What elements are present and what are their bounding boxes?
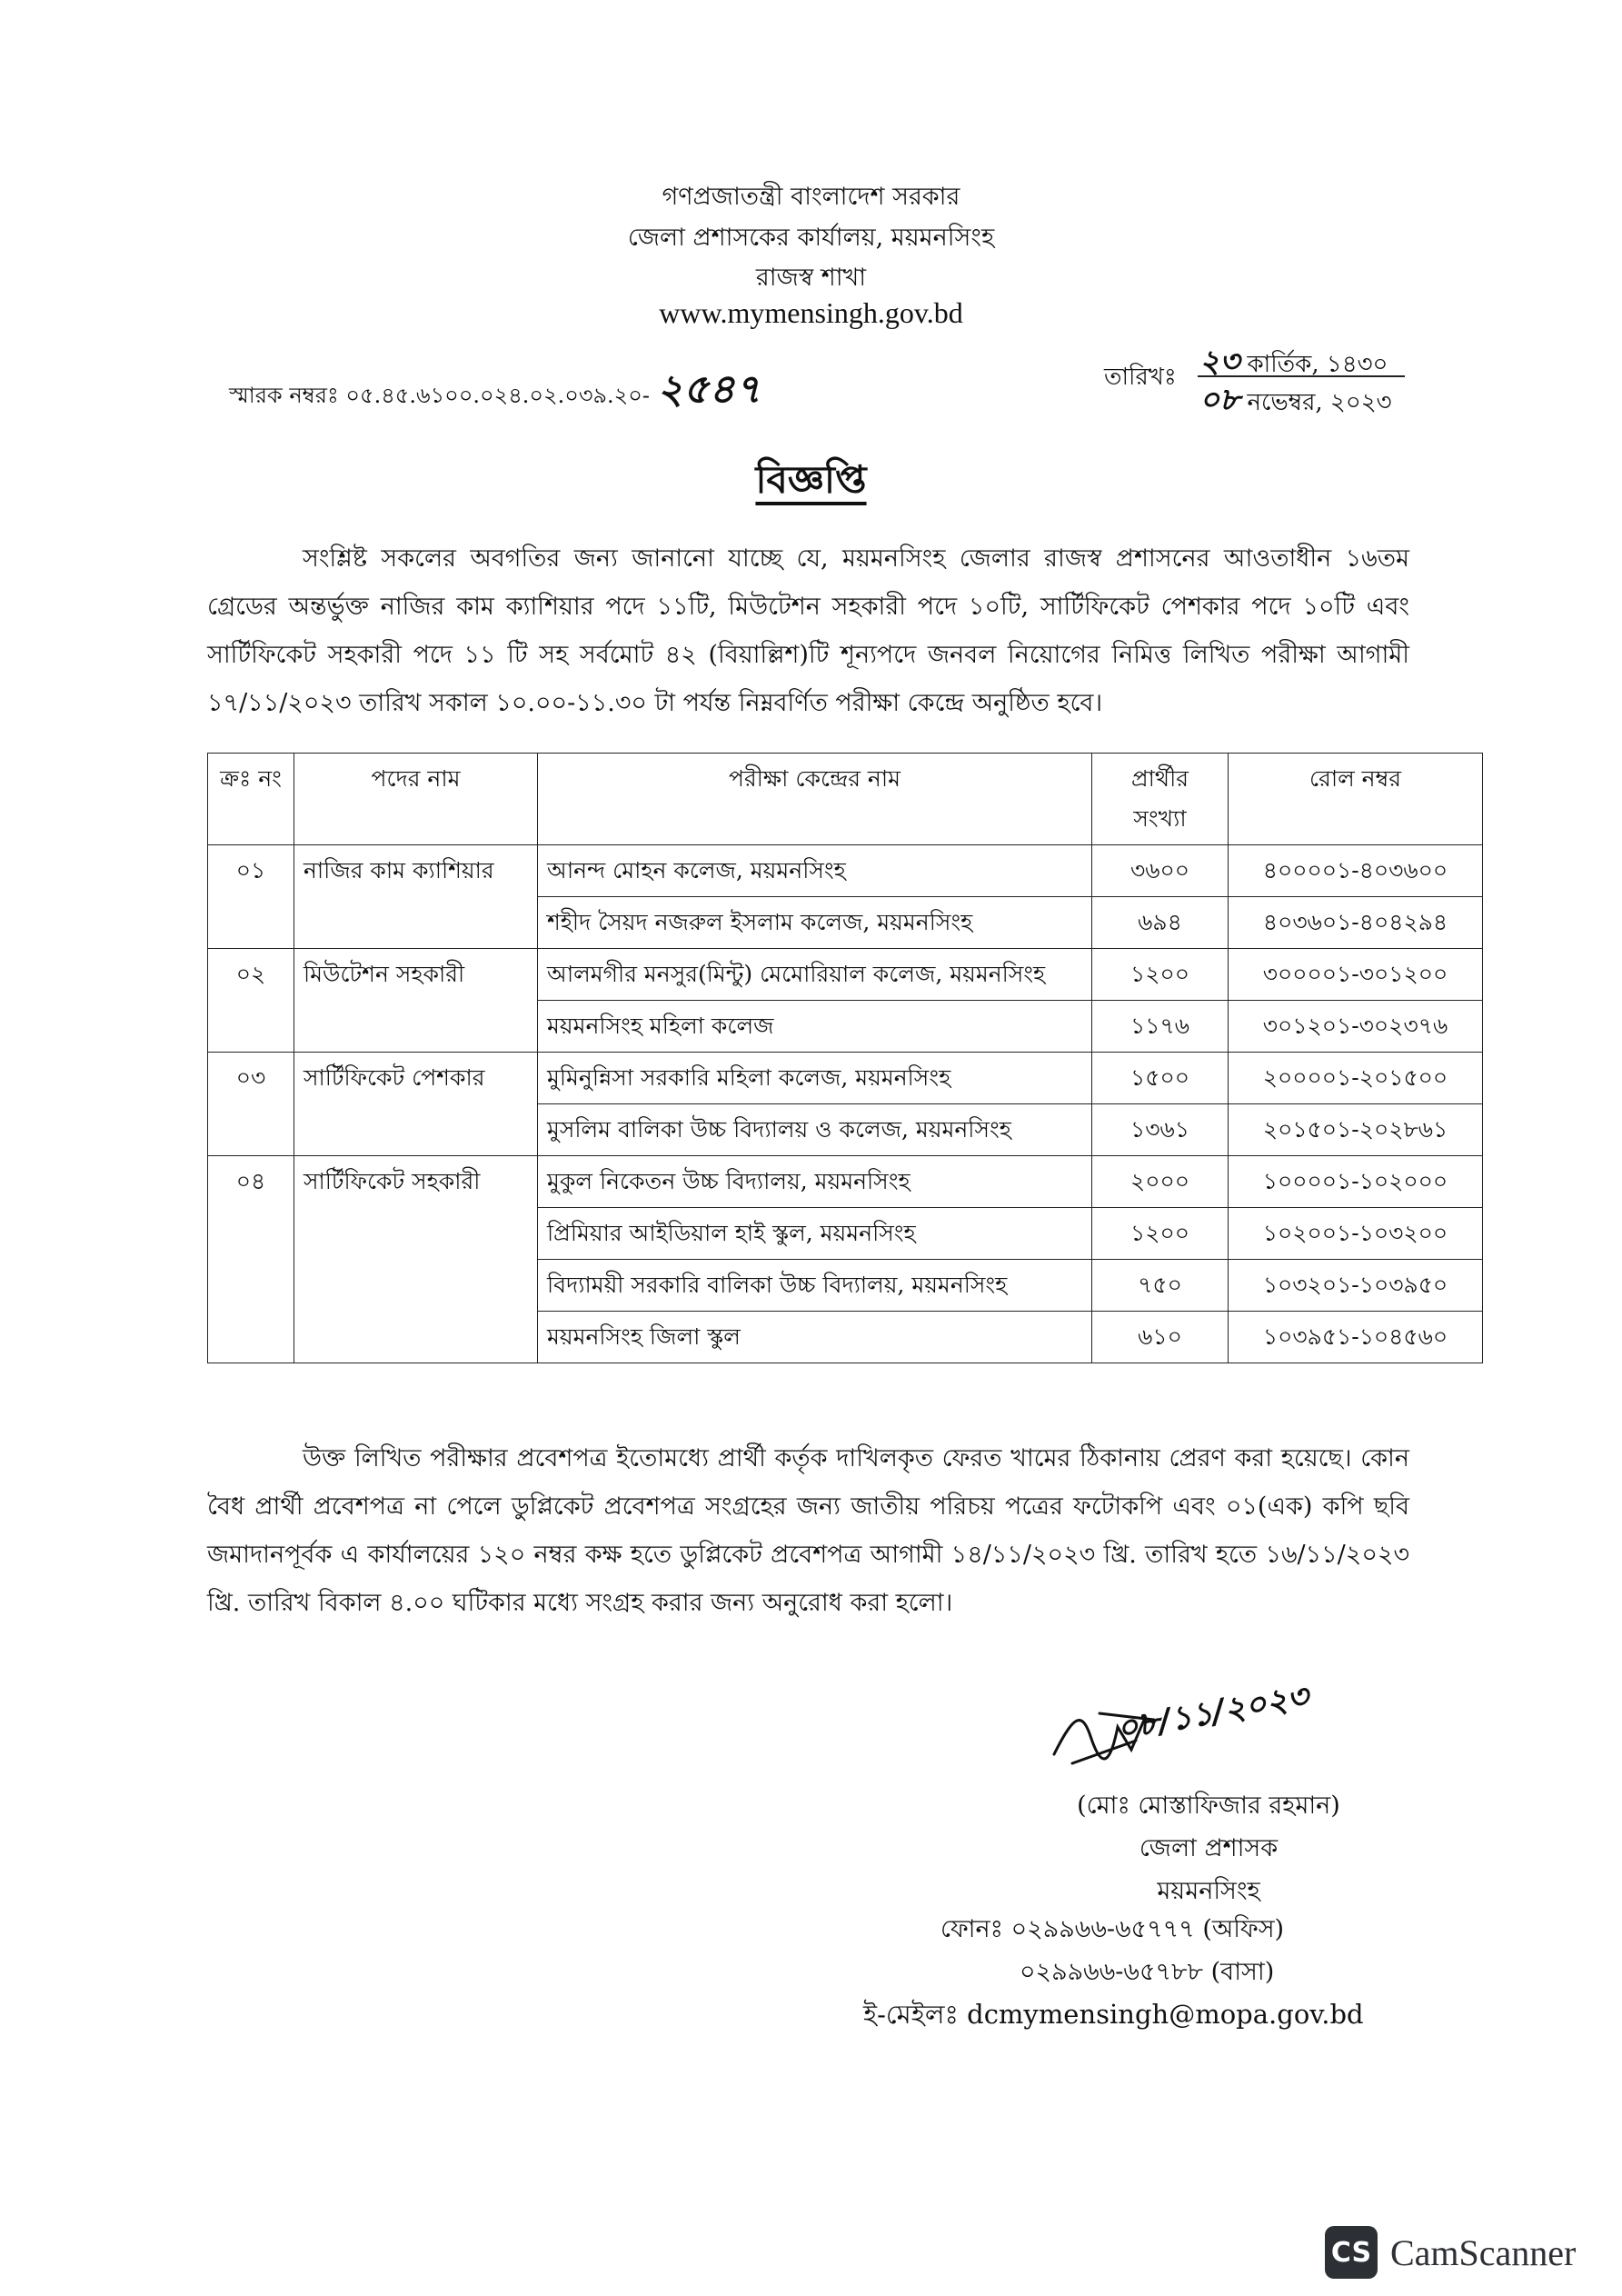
serial-cell: ০৪ [208, 1156, 294, 1363]
roll-cell: ১০২০০১-১০৩২০০ [1229, 1208, 1483, 1260]
camscanner-brand: CamScanner [1390, 2232, 1577, 2273]
title-wrap [0, 450, 1622, 514]
col-header-serial: ক্রঃ নং [208, 754, 294, 845]
center-cell: মুকুল নিকেতন উচ্চ বিদ্যালয়, ময়মনসিংহ [538, 1156, 1092, 1208]
roll-cell: ১০৩৯৫১-১০৪৫৬০ [1229, 1312, 1483, 1363]
count-cell: ১৩৬১ [1092, 1104, 1229, 1156]
intro-text: সংশ্লিষ্ট সকলের অবগতির জন্য জানানো যাচ্ছে যে, ময়মনসিংহ জেলার রাজস্ব প্রশাসনের আওতাধীন ১৬তম গ্রেডের অন্তর্ভুক্ত নাজির কাম ক্যাশিয়ার পদে ১১টি, মিউটেশন সহকারী পদে ১০টি, সার্টিফিকেট পেশকার পদে ১০টি এবং সার্টিফিকেট সহকারী পদে ১১ টি সহ সর্বমোট ৪২ (বিয়াল্লিশ)টি শূন্যপদে জনবল নিয়োগের নিমিত্ত লিখিত পরীক্ষা আগামী ১৭/১১/২০২৩ তারিখ সকাল ১০.০০-১১.৩০ টা পর্যন্ত নিম্নবর্ণিত পরীক্ষা কেন্দ্রে অনুষ্ঠিত হবে। [207, 544, 1409, 717]
center-cell: বিদ্যাময়ী সরকারি বালিকা উচ্চ বিদ্যালয়, ময়মনসিংহ [538, 1260, 1092, 1312]
phone-office: ফোনঃ ০২৯৯৬৬-৬৫৭৭৭ (অফিস) [940, 1915, 1285, 1943]
signatory-designation: জেলা প্রশাসক [1139, 1834, 1279, 1862]
center-cell: ময়মনসিংহ জিলা স্কুল [538, 1312, 1092, 1363]
center-cell: প্রিমিয়ার আইডিয়াল হাই স্কুল, ময়মনসিংহ [538, 1208, 1092, 1260]
closing-paragraph [207, 1434, 1409, 1627]
center-cell: মুমিনুন্নিসা সরকারি মহিলা কলেজ, ময়মনসিংহ [538, 1053, 1092, 1104]
camscanner-logo: CS [1325, 2226, 1378, 2279]
count-cell: ১২০০ [1092, 1208, 1229, 1260]
website-link[interactable]: www.mymensingh.gov.bd [659, 296, 963, 329]
col-header-post: পদের নাম [294, 754, 538, 845]
office-name: জেলা প্রশাসকের কার্যালয়, ময়মনসিংহ [627, 224, 995, 252]
memo-number-label [229, 359, 761, 425]
intro-paragraph [207, 534, 1409, 727]
center-cell: মুসলিম বালিকা উচ্চ বিদ্যালয় ও কলেজ, ময়মনসিংহ [538, 1104, 1092, 1156]
date-bangla-day: ২৩ [1199, 344, 1240, 380]
exam-center-table [207, 753, 1483, 1363]
table-row [208, 949, 1483, 1001]
count-cell: ৩৬০০ [1092, 845, 1229, 897]
roll-cell: ৪০৩৬০১-৪০৪২৯৪ [1229, 897, 1483, 949]
roll-cell: ৩০০০০১-৩০১২০০ [1229, 949, 1483, 1001]
closing-text: উক্ত লিখিত পরীক্ষার প্রবেশপত্র ইতোমধ্যে প্রার্থী কর্তৃক দাখিলকৃত ফেরত খামের ঠিকানায় প্রেরণ করা হয়েছে। কোন বৈধ প্রার্থী প্রবেশপত্র না পেলে ডুপ্লিকেট প্রবেশপত্র সংগ্রহের জন্য জাতীয় পরিচয় পত্রের ফটোকপি এবং ০১(এক) কপি ছবি জমাদানপূর্বক এ কার্যালয়ের ১২০ নম্বর কক্ষ হতে ডুপ্লিকেট প্রবেশপত্র আগামী ১৪/১১/২০২৩ খ্রি. তারিখ হতে ১৬/১১/২০২৩ খ্রি. তারিখ বিকাল ৪.০০ ঘটিকার মধ্যে সংগ্রহ করার জন্য অনুরোধ করা হলো। [207, 1444, 1409, 1617]
branch-name: রাজস্ব শাখা [755, 264, 867, 292]
signature-handwritten-date: ০৮/১১/২০২৩ [1113, 1677, 1312, 1749]
roll-cell: ১০৩২০১-১০৩৯৫০ [1229, 1260, 1483, 1312]
center-cell: আলমগীর মনসুর(মিন্টু) মেমোরিয়াল কলেজ, ময়মনসিংহ [538, 949, 1092, 1001]
col-header-center: পরীক্ষা কেন্দ্রের নাম [538, 754, 1092, 845]
table-row [208, 1156, 1483, 1208]
roll-cell: ১০০০০১-১০২০০০ [1229, 1156, 1483, 1208]
gov-name: গণপ্রজাতন্ত্রী বাংলাদেশ সরকার [662, 183, 960, 211]
count-cell: ২০০০ [1092, 1156, 1229, 1208]
roll-cell: ৩০১২০১-৩০২৩৭৬ [1229, 1001, 1483, 1053]
col-header-roll: রোল নম্বর [1229, 754, 1483, 845]
center-cell: শহীদ সৈয়দ নজরুল ইসলাম কলেজ, ময়মনসিংহ [538, 897, 1092, 949]
serial-cell: ০৩ [208, 1053, 294, 1156]
memo-handwritten-number: ২৫৪৭ [657, 366, 761, 413]
date-bangla-month: কার্তিক, ১৪৩০ [1247, 351, 1388, 378]
serial-cell: ০২ [208, 949, 294, 1053]
table-row [208, 1053, 1483, 1104]
notice-title: বিজ্ঞপ্তি [755, 457, 867, 502]
post-cell: সার্টিফিকেট সহকারী [294, 1156, 538, 1363]
count-cell: ১১৭৬ [1092, 1001, 1229, 1053]
phone-home: ০২৯৯৬৬-৬৫৭৮৮ (বাসা) [1020, 1958, 1275, 1986]
col-header-count: প্রার্থীর সংখ্যা [1092, 754, 1229, 845]
center-cell: ময়মনসিংহ মহিলা কলেজ [538, 1001, 1092, 1053]
signatory-location: ময়মনসিংহ [1157, 1877, 1260, 1905]
roll-cell: ৪০০০০১-৪০৩৬০০ [1229, 845, 1483, 897]
signature-block [909, 1784, 1454, 1912]
memo-label: স্মারক নম্বরঃ ০৫.৪৫.৬১০০.০২৪.০২.০৩৯.২০- [229, 383, 651, 408]
signatory-name: (মোঃ মোস্তাফিজার রহমান) [1077, 1792, 1340, 1820]
count-cell: ১৫০০ [1092, 1053, 1229, 1104]
date-english-month: নভেম্বর, ২০২৩ [1247, 389, 1392, 416]
serial-cell: ০১ [208, 845, 294, 949]
date-label: তারিখঃ [1104, 364, 1177, 391]
count-cell: ১২০০ [1092, 949, 1229, 1001]
count-cell: ৬১০ [1092, 1312, 1229, 1363]
post-cell: মিউটেশন সহকারী [294, 949, 538, 1053]
table-header-row [208, 754, 1483, 845]
count-cell: ৬৯৪ [1092, 897, 1229, 949]
count-cell: ৭৫০ [1092, 1260, 1229, 1312]
roll-cell: ২০০০০১-২০১৫০০ [1229, 1053, 1483, 1104]
roll-cell: ২০১৫০১-২০২৮৬১ [1229, 1104, 1483, 1156]
email-address[interactable]: ই-মেইলঃ dcmymensingh@mopa.gov.bd [863, 1999, 1364, 2030]
date-english-day: ০৮ [1199, 382, 1240, 418]
post-cell: সার্টিফিকেট পেশকার [294, 1053, 538, 1156]
center-cell: আনন্দ মোহন কলেজ, ময়মনসিংহ [538, 845, 1092, 897]
post-cell: নাজির কাম ক্যাশিয়ার [294, 845, 538, 949]
date-english [1199, 376, 1392, 428]
table-row [208, 845, 1483, 897]
